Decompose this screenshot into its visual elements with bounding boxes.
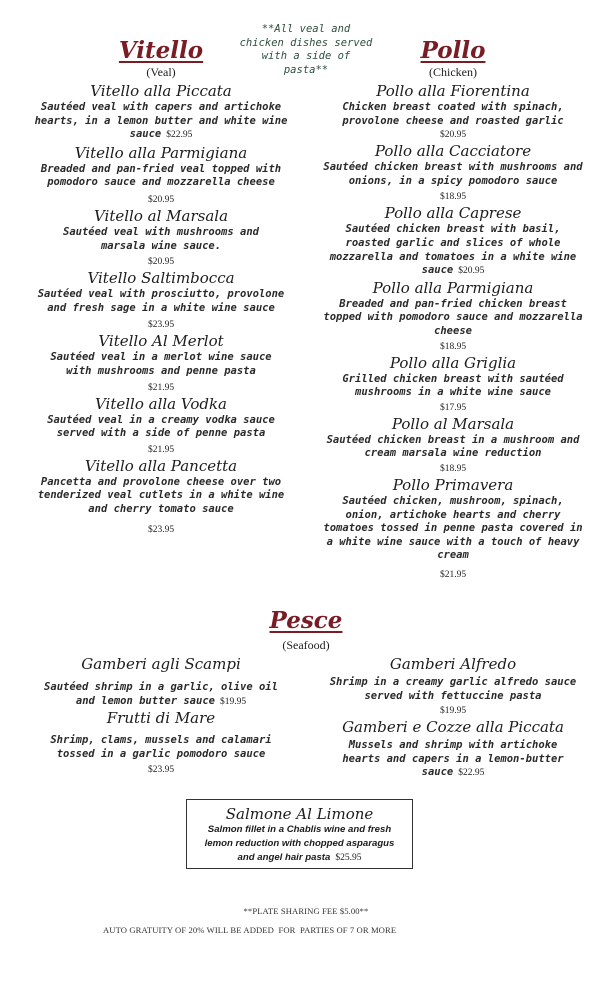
menu-item-desc: Chicken breast coated with spinach, provolone cheese and roasted garlic (342, 101, 564, 127)
pasta-side-note: **All veal and chicken dishes served with a side of pasta** (239, 23, 373, 76)
menu-item-desc: Shrimp in a creamy garlic alfredo sauce served with fettuccine pasta (329, 676, 577, 702)
menu-item (322, 279, 584, 354)
menu-item (34, 144, 288, 207)
menu-item-name: Pollo alla Griglia (389, 353, 517, 372)
seafood-section-subtitle: (Seafood) (282, 638, 330, 652)
menu-item (322, 142, 584, 204)
menu-item-price: $20.95 (458, 266, 485, 277)
menu-item-name: Pollo alla Caprese (384, 204, 522, 223)
menu-item-desc: Shrimp, clams, mussels and calamari tossed in a garlic pomodoro sauce (50, 734, 272, 760)
menu-item-price: $22.95 (166, 130, 193, 141)
menu-item-desc: Breaded and pan-fried veal topped with pomodoro sauce and mozzarella cheese (40, 162, 282, 189)
seafood-right-column (322, 655, 584, 781)
menu-item-price: $23.95 (147, 320, 175, 331)
menu-item (322, 354, 584, 415)
menu-item-price: $20.95 (147, 257, 175, 268)
menu-item (322, 204, 584, 278)
menu-item-desc: Mussels and shrimp with artichoke hearts and capers in a lemon-butter sauce (342, 739, 564, 779)
menu-item-name: Pollo alla Parmigiana (372, 278, 534, 297)
menu-item-name: Pollo al Marsala (391, 414, 515, 433)
menu-item-price: $20.95 (439, 130, 467, 141)
menu-item-name: Pollo Primavera (392, 475, 514, 494)
veal-section (34, 38, 288, 537)
menu-item-price: $22.95 (458, 768, 485, 779)
menu-item (322, 718, 584, 781)
menu-item (322, 476, 584, 582)
menu-item-desc: Sautéed veal with mushrooms and marsala wine sauce. (63, 225, 259, 252)
menu-item-desc: Grilled chicken breast with sautéed mushrooms in a white wine sauce (342, 372, 564, 399)
seafood-left-column (34, 655, 288, 777)
seafood-section-header (0, 608, 612, 655)
chicken-section (322, 38, 584, 582)
menu-item-price: $21.95 (439, 569, 467, 580)
menu-item-price: $20.95 (147, 194, 175, 205)
menu-item-desc: Sautéed chicken breast with basil, roasted garlic and slices of whole mozzarella and tomatoes in a white wine sauce (329, 223, 577, 277)
menu-item (34, 457, 288, 537)
menu-item (34, 269, 288, 332)
featured-item-desc: Salmon fillet in a Chablis wine and fresh lemon reduction with chopped asparagus and angel hair pasta (204, 824, 395, 863)
menu-item-name: Vitello alla Vodka (94, 394, 228, 413)
auto-gratuity-note: AUTO GRATUITY OF 20% WILL BE ADDED FOR PARTIES OF 7 OR MORE (103, 925, 397, 935)
menu-item-desc: Sautéed shrimp in a garlic, olive oil and lemon butter sauce (44, 681, 278, 707)
menu-item-price: $18.95 (439, 463, 467, 474)
menu-item (34, 709, 288, 777)
menu-item-name: Vitello Saltimbocca (87, 269, 235, 288)
menu-item-price: $18.95 (439, 192, 467, 203)
menu-item (34, 82, 288, 143)
menu-item-price: $18.95 (439, 341, 467, 352)
featured-item-price: $25.95 (335, 853, 362, 863)
menu-item-name: Vitello alla Parmigiana (74, 143, 248, 162)
chicken-section-title: Pollo (420, 37, 486, 64)
menu-item-name: Gamberi Alfredo (389, 655, 517, 673)
menu-item-price: $23.95 (147, 765, 175, 776)
menu-item (34, 655, 288, 709)
menu-item (34, 395, 288, 457)
seafood-section-title: Pesce (269, 607, 343, 634)
menu-item-price: $23.95 (147, 524, 175, 535)
menu-item-desc: Sautéed chicken, mushroom, spinach, onion, artichoke hearts and cherry tomatoes tossed in penne pasta covered in a white wine sauce with a touch of heavy cream (323, 494, 583, 562)
menu-item-desc: Sautéed veal in a merlot wine sauce with mushrooms and penne pasta (50, 351, 272, 377)
menu-item-price: $19.95 (439, 706, 467, 717)
menu-item (34, 207, 288, 269)
menu-item (322, 82, 584, 142)
menu-item-desc: Breaded and pan-fried chicken breast topped with pomodoro sauce and mozzarella cheese (323, 297, 583, 337)
menu-item-name: Pollo alla Cacciatore (374, 142, 532, 161)
menu-item-desc: Pancetta and provolone cheese over two tenderized veal cutlets in a white wine and cherry tomato sauce (37, 475, 285, 515)
chicken-section-subtitle: (Chicken) (429, 65, 477, 79)
menu-item-name: Gamberi e Cozze alla Piccata (342, 718, 564, 737)
veal-section-title: Vitello (118, 37, 204, 64)
menu-item-name: Vitello al Marsala (93, 206, 229, 225)
menu-item-name: Pollo alla Fiorentina (376, 82, 530, 100)
plate-sharing-fee-note: **PLATE SHARING FEE $5.00** (243, 906, 369, 916)
menu-item-price: $21.95 (147, 444, 175, 455)
menu-item-desc: Sautéed chicken breast in a mushroom and cream marsala wine reduction (326, 433, 580, 460)
menu-item (34, 332, 288, 394)
menu-item-desc: Sautéed veal with capers and artichoke hearts, in a lemon butter and white wine sauce (34, 101, 288, 141)
menu-item (322, 655, 584, 718)
veal-section-subtitle: (Veal) (146, 65, 176, 79)
menu-item-name: Gamberi agli Scampi (81, 655, 241, 673)
menu-item (322, 415, 584, 476)
featured-salmon-box (186, 799, 413, 869)
menu-item-desc: Sautéed veal in a creamy vodka sauce served with a side of penne pasta (47, 413, 275, 440)
menu-item-price: $21.95 (147, 382, 175, 393)
menu-item-name: Vitello Al Merlot (98, 332, 224, 351)
menu-item-name: Vitello alla Piccata (90, 82, 232, 100)
menu-item-price: $19.95 (219, 696, 247, 707)
menu-item-desc: Sautéed veal with prosciutto, provolone and fresh sage in a white wine sauce (37, 288, 285, 314)
menu-item-price: $17.95 (439, 402, 467, 413)
menu-item-name: Frutti di Mare (106, 709, 216, 728)
featured-item-name: Salmone Al Limone (225, 805, 374, 823)
menu-item-name: Vitello alla Pancetta (84, 456, 238, 475)
menu-item-desc: Sautéed chicken breast with mushrooms and onions, in a spicy pomodoro sauce (323, 161, 583, 187)
